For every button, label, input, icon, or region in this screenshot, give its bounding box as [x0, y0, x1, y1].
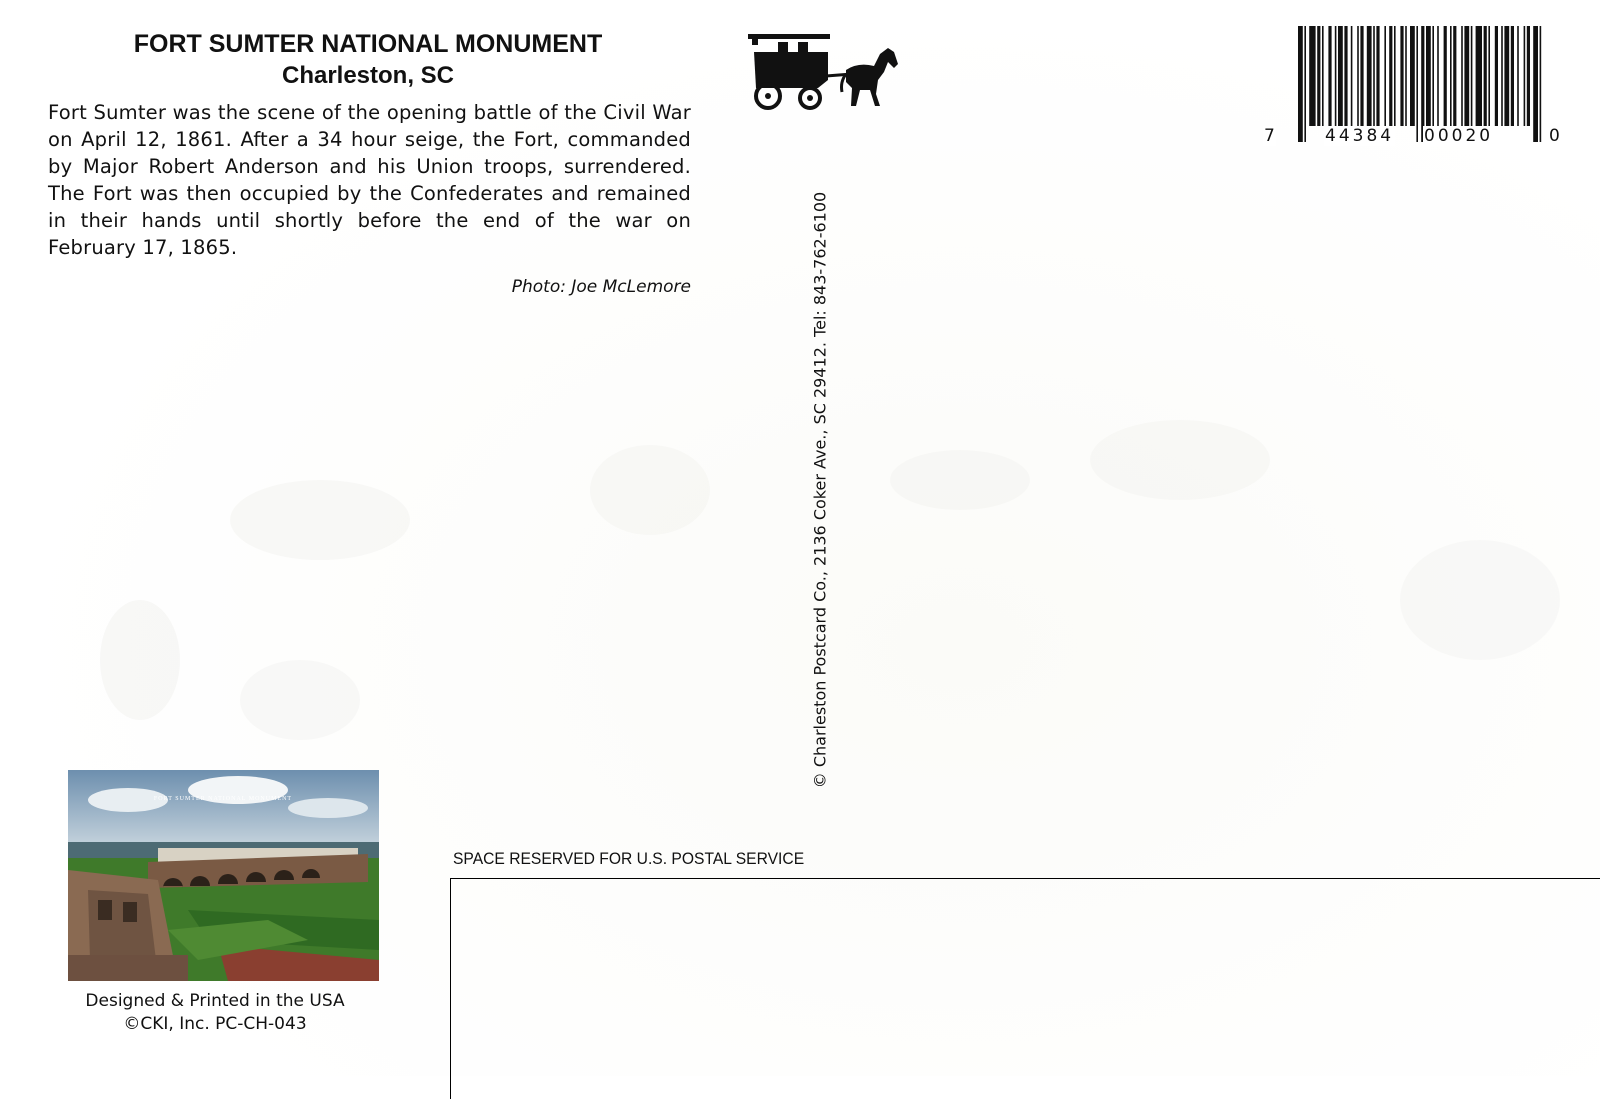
barcode-bar	[1450, 26, 1452, 126]
barcode-bar	[1533, 26, 1538, 142]
barcode-bar	[1376, 26, 1379, 126]
card-title: FORT SUMTER NATIONAL MONUMENT	[133, 30, 603, 58]
barcode-bar	[1335, 26, 1337, 126]
barcode-bar	[1416, 26, 1418, 142]
front-photo-thumbnail	[68, 770, 379, 981]
barcode-bar	[1328, 26, 1331, 126]
photo-credit: Photo: Joe McLemore	[511, 277, 691, 297]
barcode-bar	[1351, 26, 1353, 126]
barcode-bar	[1464, 26, 1469, 126]
barcode-bar	[1444, 26, 1447, 126]
barcode-bar	[1394, 26, 1396, 126]
barcode-bar	[1421, 26, 1424, 142]
barcode-bar	[1357, 26, 1359, 126]
printed-line-2: ©CKI, Inc. PC-CH-043	[123, 1014, 307, 1034]
barcode-bar	[1476, 26, 1482, 126]
barcode-bar	[1527, 26, 1530, 126]
barcode-bar	[1344, 26, 1347, 126]
barcode-bar	[1389, 26, 1392, 126]
barcode-bar	[1360, 26, 1363, 126]
barcode-bar	[1322, 26, 1324, 126]
barcode-icon	[1264, 26, 1560, 146]
barcode-bar	[1511, 26, 1514, 126]
barcode-right-group: 00020	[1424, 126, 1494, 146]
barcode-bar	[1298, 26, 1303, 142]
barcode-check-digit: 0	[1549, 126, 1560, 146]
barcode-bar	[1461, 26, 1463, 126]
publisher-line: © Charleston Postcard Co., 2136 Coker Ave., SC 29412. Tel: 843-762-6100	[810, 191, 830, 789]
barcode-bar	[1437, 26, 1439, 126]
barcode-bar	[1504, 26, 1509, 126]
barcode-bar	[1484, 26, 1487, 126]
barcode-bar	[1405, 26, 1407, 126]
barcode-bar	[1524, 26, 1526, 126]
postal-service-label: SPACE RESERVED FOR U.S. POSTAL SERVICE	[453, 849, 805, 868]
barcode-left-group: 44384	[1325, 126, 1395, 146]
barcode-bar	[1367, 26, 1372, 126]
barcode-bar	[1488, 26, 1490, 126]
description-paragraph: Fort Sumter was the scene of the opening battle of the Civil War on April 12, 1861. After a 34 hour seige, the Fort, commanded by Major Robert Anderson and his Union troops, surrendered. The Fort was then occupied by the Confederates and remained in their hands until shortly before the end of the war on February 17, 1865.	[48, 101, 691, 259]
barcode-bar	[1400, 26, 1403, 126]
thumbnail-sign-text: FORT SUMTER NATIONAL MONUMENT	[153, 796, 293, 802]
barcode-bar	[1309, 26, 1315, 126]
barcode-bar	[1384, 26, 1386, 126]
barcode-bar	[1338, 26, 1343, 126]
barcode-bar	[1471, 26, 1473, 126]
barcode-bar	[1501, 26, 1503, 126]
fort-photo	[68, 770, 379, 981]
barcode-bar	[1410, 26, 1415, 126]
postal-service-area	[450, 878, 1600, 1099]
barcode-bar	[1432, 26, 1434, 126]
barcode-lead-digit: 7	[1264, 126, 1275, 146]
barcode-bar	[1495, 26, 1498, 126]
barcode-bar	[1304, 26, 1306, 142]
barcode-bar	[1517, 26, 1519, 126]
horse-carriage-icon	[748, 30, 900, 112]
barcode-bar	[1373, 26, 1375, 126]
publisher-line-container	[800, 160, 840, 820]
printed-line-1: Designed & Printed in the USA	[85, 991, 345, 1011]
barcode-bar	[1317, 26, 1320, 126]
barcode-bar	[1453, 26, 1456, 126]
printed-in-usa	[70, 990, 360, 1036]
barcode-bar	[1540, 26, 1542, 142]
card-subtitle: Charleston, SC	[281, 62, 455, 89]
barcode-bar	[1426, 26, 1431, 142]
